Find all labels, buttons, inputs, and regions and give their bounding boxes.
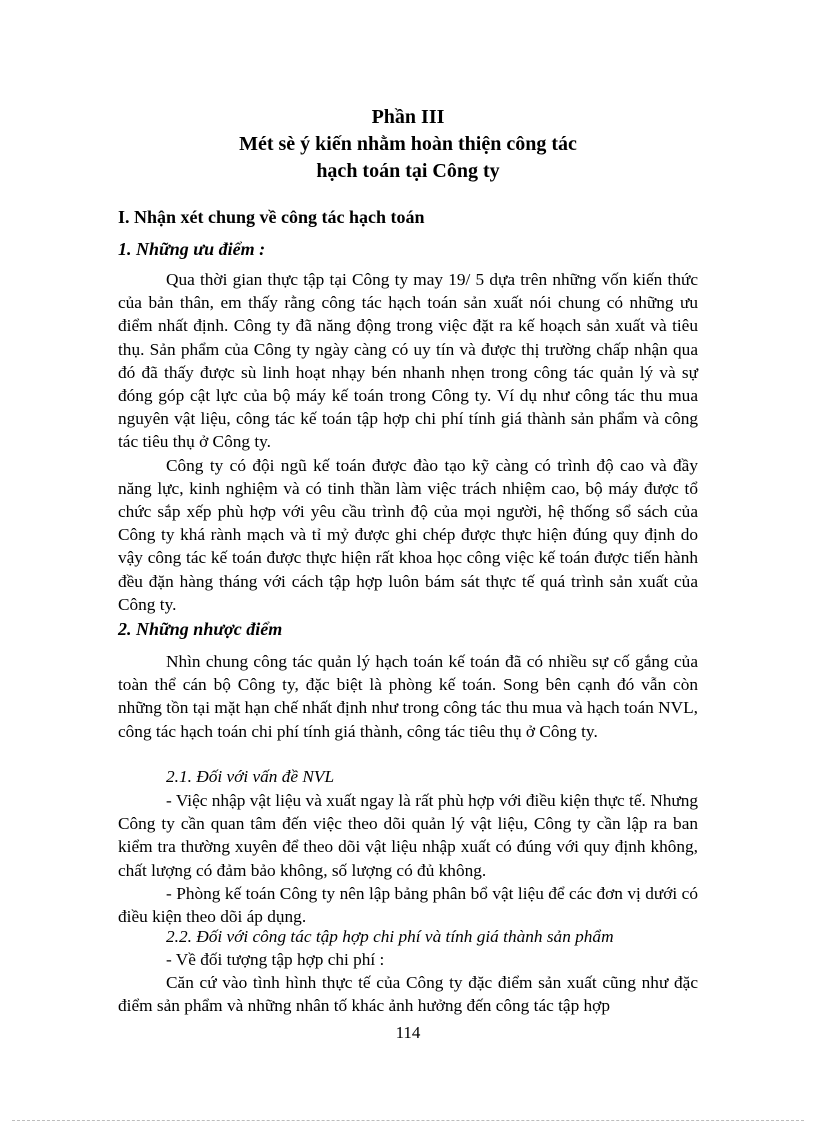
page-number: 114 <box>395 1023 421 1042</box>
paragraph: Căn cứ vào tình hình thực tế của Công ty đặc điểm sản xuất cũng như đặc điểm sản phẩm và những nhân tố khác ảnh hưởng đến công tác tập hợp <box>118 973 698 1016</box>
page-bottom-divider <box>12 1120 804 1121</box>
advantages-body <box>118 268 698 616</box>
advantages-heading: 1. Những ưu điểm : <box>118 239 266 259</box>
chapter-title-line1: Mét sè ý kiến nhằm hoàn thiện công tác <box>239 133 577 155</box>
paragraph: - Về đối tượng tập hợp chi phí : <box>166 950 385 969</box>
section-heading: I. Nhận xét chung về công tác hạch toán <box>118 207 425 227</box>
paragraph: Qua thời gian thực tập tại Công ty may 19/ 5 dựa trên những vốn kiến thức của bản thân, em thấy rằng công tác hạch toán sản xuất nói chung có những ưu điểm nhất định. Công ty đã năng động trong việc đặt ra kế hoạch sản xuất và tiêu thụ. Sản phẩm của Công ty ngày càng có uy tín và được thị trường chấp nhận qua đó đã thấy được sù linh hoạt nhạy bén nhanh nhẹn trong công tác quản lý và sự đóng góp cật lực của bộ máy kế toán trong Công ty. Ví dụ như công tác thu mua nguyên vật liệu, công tác kế toán tập hợp chi phí tính giá thành sản phẩm và công tác tiêu thụ ở Công ty. <box>118 270 698 452</box>
paragraph: - Việc nhập vật liệu và xuất ngay là rất phù hợp với điều kiện thực tế. Nhưng Công ty cần quan tâm đến việc theo dõi quản lý vật liệu, Công ty cần lập ra ban kiểm tra thường xuyên để theo dõi vật liệu nhập xuất có đúng với quy định không, chất lượng có đảm bảo không, số lượng có đủ không. <box>118 791 698 880</box>
disadvantages-heading: 2. Những nhược điểm <box>118 619 283 639</box>
subsection-2-1-body <box>118 789 698 928</box>
paragraph: - Phòng kế toán Công ty nên lập bảng phân bổ vật liệu để các đơn vị dưới có điều kiện theo dõi áp dụng. <box>118 883 698 927</box>
subsection-2-2-heading: 2.2. Đối với công tác tập hợp chi phí và tính giá thành sản phẩm <box>166 927 614 946</box>
paragraph: Công ty có đội ngũ kế toán được đào tạo kỹ càng có trình độ cao và đầy năng lực, kinh nghiệm và có tinh thần làm việc trách nhiệm cao, bộ máy được tổ chức sắp xếp phù hợp với yêu cầu trình độ của mọi người, hệ thống sổ sách của Công ty khá rành mạch và tỉ mỷ được ghi chép được thực hiện đúng quy định do vậy công tác kế toán được thực hiện rất khoa học công việc kế toán được tiến hành đều đặn hàng tháng với cách tập hợp luôn bám sát thực tế quá trình sản xuất của Công ty. <box>118 455 698 614</box>
chapter-title-line2: hạch toán tại Công ty <box>316 160 500 182</box>
disadvantages-body <box>118 650 698 743</box>
subsection-2-1-heading: 2.1. Đối với vấn đề NVL <box>166 767 335 786</box>
part-title: Phần III <box>371 106 445 128</box>
subsection-2-2-body <box>118 948 698 1018</box>
paragraph: Nhìn chung công tác quản lý hạch toán kế toán đã có nhiều sự cố gắng của toàn thể cán bộ Công ty, đặc biệt là phòng kế toán. Song bên cạnh đó vẫn còn những tồn tại mặt hạn chế nhất định như trong công tác thu mua và hạch toán NVL, công tác hạch toán chi phí tính giá thành, công tác tiêu thụ ở Công ty. <box>118 652 698 741</box>
